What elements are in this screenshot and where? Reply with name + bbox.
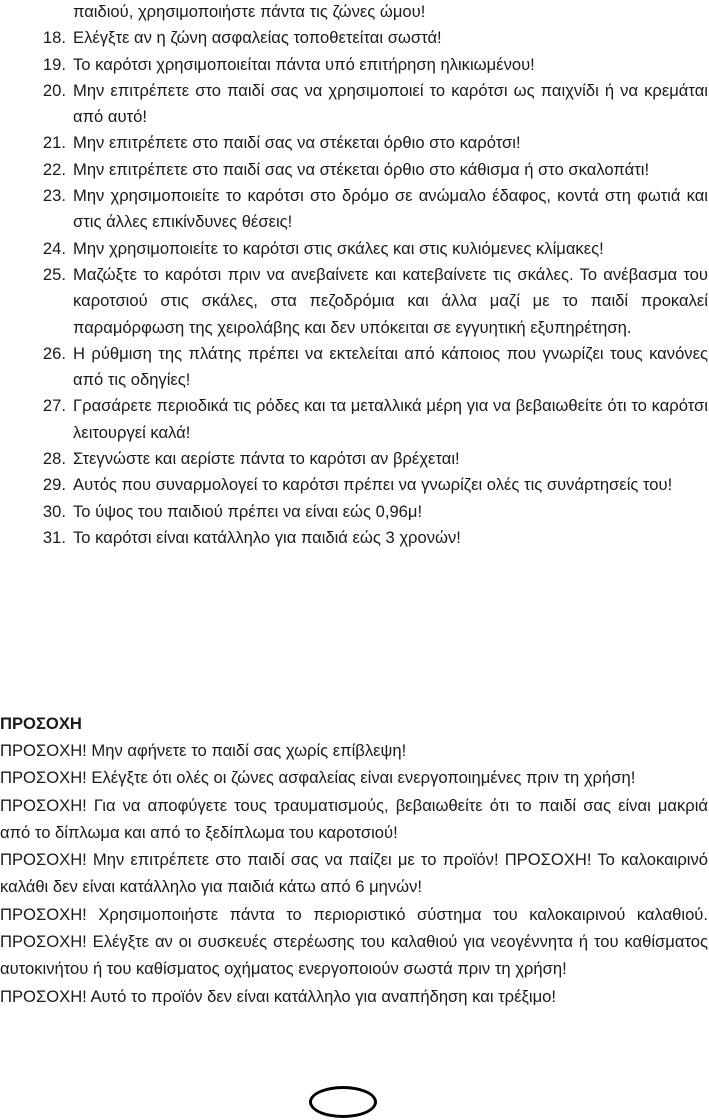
warning-paragraph: ΠΡΟΣΟΧΗ! Μην αφήνετε το παιδί σας χωρίς επίβλεψη! xyxy=(0,741,407,760)
rule-number: 28. xyxy=(42,449,66,469)
warning-paragraph: ΠΡΟΣΟΧΗ! Χρησιμοποιήστε πάντα το περιοριστικό σύστημα του καλοκαιρινού καλαθιού. ΠΡΟΣΟΧΗ! Ελέγξτε αν οι συσκευές στερέωσης του καλαθιού για νεογέννητα ή του καθίσματος αυτοκινήτου ή του καθίσματος οχήματος ενεργοποιούν σωστά πριν τη χρήση! xyxy=(0,904,708,979)
safety-rules-list xyxy=(0,0,709,551)
rule-number: 18. xyxy=(42,28,66,48)
rule-number: 31. xyxy=(42,527,66,547)
list-item xyxy=(0,78,709,131)
list-item xyxy=(0,446,709,472)
rule-text: Η ρύθμιση της πλάτης πρέπει να εκτελείται από κάποιος που γνωρίζει τους κανόνες από τις οδηγίες! xyxy=(73,343,708,390)
rule-number: 19. xyxy=(42,54,66,74)
rule-number: 25. xyxy=(42,264,66,284)
rule-text: Το καρότσι είναι κατάλληλο για παιδιά εώς 3 χρονών! xyxy=(73,527,461,547)
list-item xyxy=(0,130,709,156)
list-item xyxy=(0,52,709,78)
rule-number: 22. xyxy=(42,159,66,179)
rule-number: 30. xyxy=(42,501,66,521)
rule-text: Μην χρησιμοποιείτε το καρότσι στο δρόμο σε ανώμαλο έδαφος, κοντά στη φωτιά και στις άλλες επικίνδυνες θέσεις! xyxy=(73,186,708,232)
rule-text: Το ύψος του παιδιού πρέπει να είναι εώς 0,96μ! xyxy=(73,501,423,521)
rule-text: Το καρότσι χρησιμοποιείται πάντα υπό επιτήρηση ηλικιωμένου! xyxy=(73,54,535,74)
rule-text: Μην επιτρέπετε στο παιδί σας να στέκεται όρθιο στο καρότσι! xyxy=(73,133,521,153)
warnings-heading: ΠΡΟΣΟΧΗ xyxy=(0,714,82,733)
list-item xyxy=(0,25,709,51)
warning-paragraph: ΠΡΟΣΟΧΗ! Για να αποφύγετε τους τραυματισμούς, βεβαιωθείτε ότι το παιδί σας είναι μακριά από το δίπλωμα και από το ξεδίπλωμα του καροτσιού! xyxy=(0,795,708,842)
list-item xyxy=(0,472,709,498)
rule-text: Γρασάρετε περιοδικά τις ρόδες και τα μεταλλικά μέρη για να βεβαιωθείτε ότι το καρότσι λειτουργεί καλά! xyxy=(73,396,708,442)
list-item xyxy=(0,262,709,341)
rule-text: Ελέγξτε αν η ζώνη ασφαλείας τοποθετείται σωστά! xyxy=(73,28,442,48)
rule-text: Μαζώξτε το καρότσι πριν να ανεβαίνετε και κατεβαίνετε τις σκάλες. Το ανέβασμα του καροτσιού στις σκάλες, στα πεζοδρόμια και άλλα μαζί με το παιδί προκαλεί παραμόρφωση της χειρολάβης και δεν υπόκειται σε εγγυητική εξυπηρέτηση. xyxy=(73,264,708,337)
rule-number: 20. xyxy=(42,80,66,100)
rule-text: Αυτός που συναρμολογεί το καρότσι πρέπει να γνωρίζει ολές τις συνάρτησείς του! xyxy=(73,475,673,495)
list-item xyxy=(0,525,709,551)
list-item xyxy=(0,236,709,262)
list-item xyxy=(0,499,709,525)
rule-number: 21. xyxy=(42,133,66,153)
warning-paragraph: ΠΡΟΣΟΧΗ! Αυτό το προϊόν δεν είναι κατάλληλο για αναπήδηση και τρέξιμο! xyxy=(0,986,557,1006)
page-number-oval xyxy=(309,1086,377,1118)
rule-number: 23. xyxy=(42,186,66,206)
list-item xyxy=(0,183,709,236)
rule-text: Στεγνώστε και αερίστε πάντα το καρότσι αν βρέχεται! xyxy=(73,449,460,469)
warning-paragraph: ΠΡΟΣΟΧΗ! Ελέγξτε ότι ολές οι ζώνες ασφαλείας είναι ενεργοποιημένες πριν τη χρήση! xyxy=(0,768,636,788)
list-item xyxy=(0,341,709,394)
list-item xyxy=(0,0,709,25)
rule-number: 26. xyxy=(42,343,66,363)
warnings-section xyxy=(0,710,708,1010)
list-item xyxy=(0,157,709,183)
rule-text: Μην επιτρέπετε στο παιδί σας να στέκεται όρθιο στο κάθισμα ή στο σκαλοπάτι! xyxy=(73,159,650,179)
rule-number: 29. xyxy=(42,475,66,495)
rule-text: παιδιού, χρησιμοποιήστε πάντα τις ζώνες ώμου! xyxy=(73,2,426,21)
rule-number: 27. xyxy=(42,396,66,416)
rule-number: 24. xyxy=(42,238,66,258)
warning-paragraph: ΠΡΟΣΟΧΗ! Μην επιτρέπετε στο παιδί σας να παίζει με το προϊόν! ΠΡΟΣΟΧΗ! Το καλοκαιρινό καλάθι δεν είναι κατάλληλο για παιδιά κάτω από 6 μηνών! xyxy=(0,850,708,897)
list-item xyxy=(0,393,709,446)
rule-text: Μην επιτρέπετε στο παιδί σας να χρησιμοποιεί το καρότσι ως παιχνίδι ή να κρεμάται από αυτό! xyxy=(73,80,708,127)
rule-text: Μην χρησιμοποιείτε το καρότσι στις σκάλες και στις κυλιόμενες κλίμακες! xyxy=(73,238,604,258)
